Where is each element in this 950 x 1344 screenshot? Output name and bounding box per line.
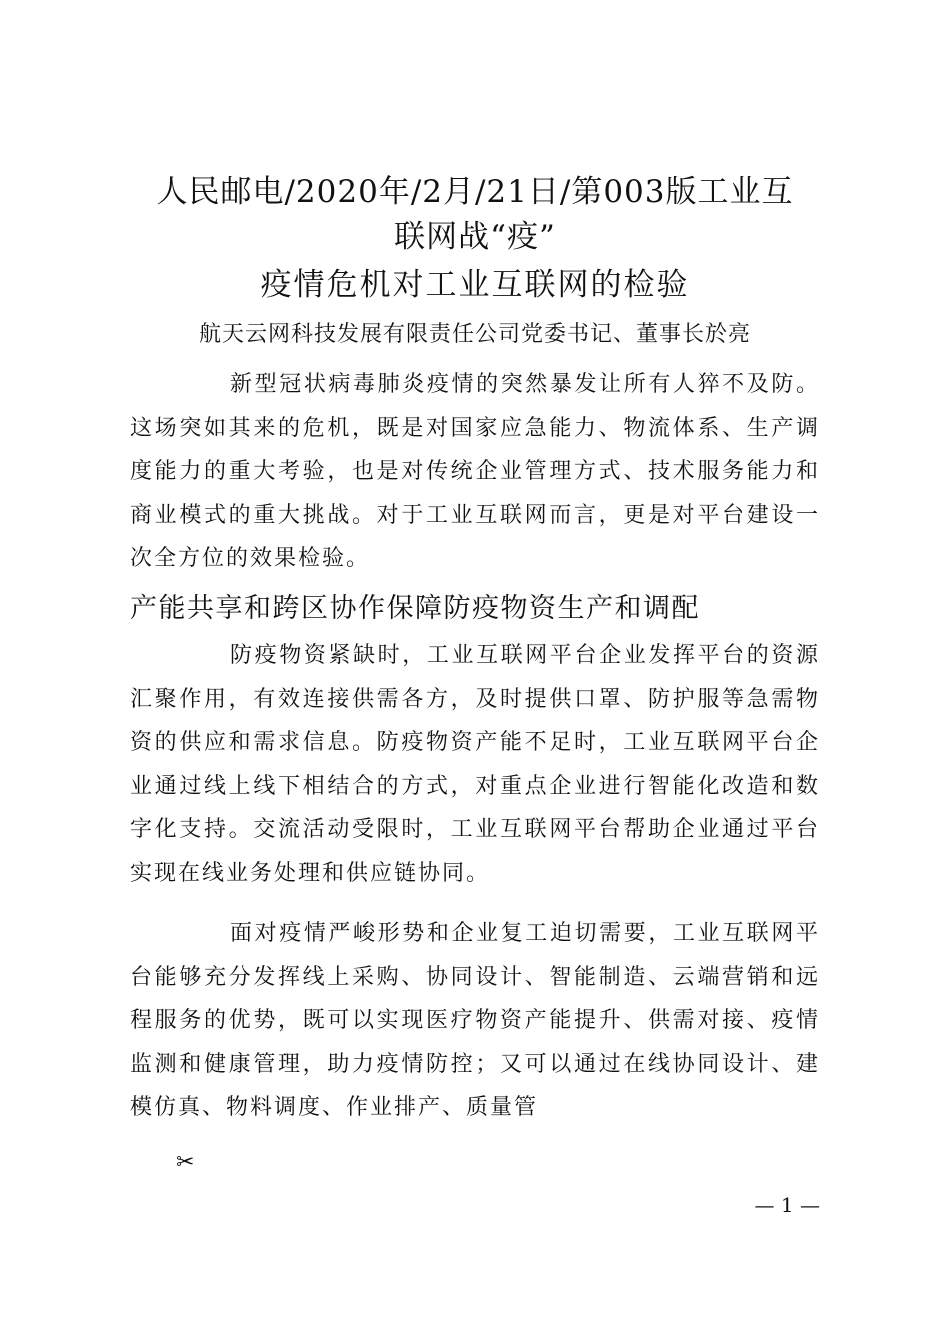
paragraph-intro: 新型冠状病毒肺炎疫情的突然暴发让所有人猝不及防。这场突如其来的危机，既是对国家应急能力、物流体系、生产调度能力的重大考验，也是对传统企业管理方式、技术服务能力和商业模式的重大挑战。对于工业互联网而言，更是对平台建设一次全方位的效果检验。	[130, 372, 820, 571]
article-subtitle: 疫情危机对工业互联网的检验	[260, 267, 690, 303]
article-title-line1: 人民邮电/2020年/2月/21日/第003版工业互	[156, 174, 794, 210]
section-heading: 产能共享和跨区协作保障防疫物资生产和调配	[130, 593, 700, 624]
paragraph-supply: 防疫物资紧缺时，工业互联网平台企业发挥平台的资源汇聚作用，有效连接供需各方，及时提供口罩、防护服等急需物资的供应和需求信息。防疫物资产能不足时，工业互联网平台企业通过线上线下相结合的方式，对重点企业进行智能化改造和数字化支持。交流活动受限时，工业互联网平台帮助企业通过平台实现在线业务处理和供应链协同。	[130, 643, 820, 886]
article-title-line2: 联网战“疫”	[394, 219, 556, 255]
paragraph-platform: 面对疫情严峻形势和企业复工迫切需要，工业互联网平台能够充分发挥线上采购、协同设计、智能制造、云端营销和远程服务的优势，既可以实现医疗物资产能提升、供需对接、疫情监测和健康管理，助力疫情防控；又可以通过在线协同设计、建模仿真、物料调度、作业排产、质量管	[130, 921, 820, 1120]
article-author: 航天云网科技发展有限责任公司党委书记、董事长於亮	[198, 322, 751, 347]
page-number: — 1 —	[754, 1193, 820, 1217]
scissors-icon: ✂	[176, 1150, 195, 1175]
